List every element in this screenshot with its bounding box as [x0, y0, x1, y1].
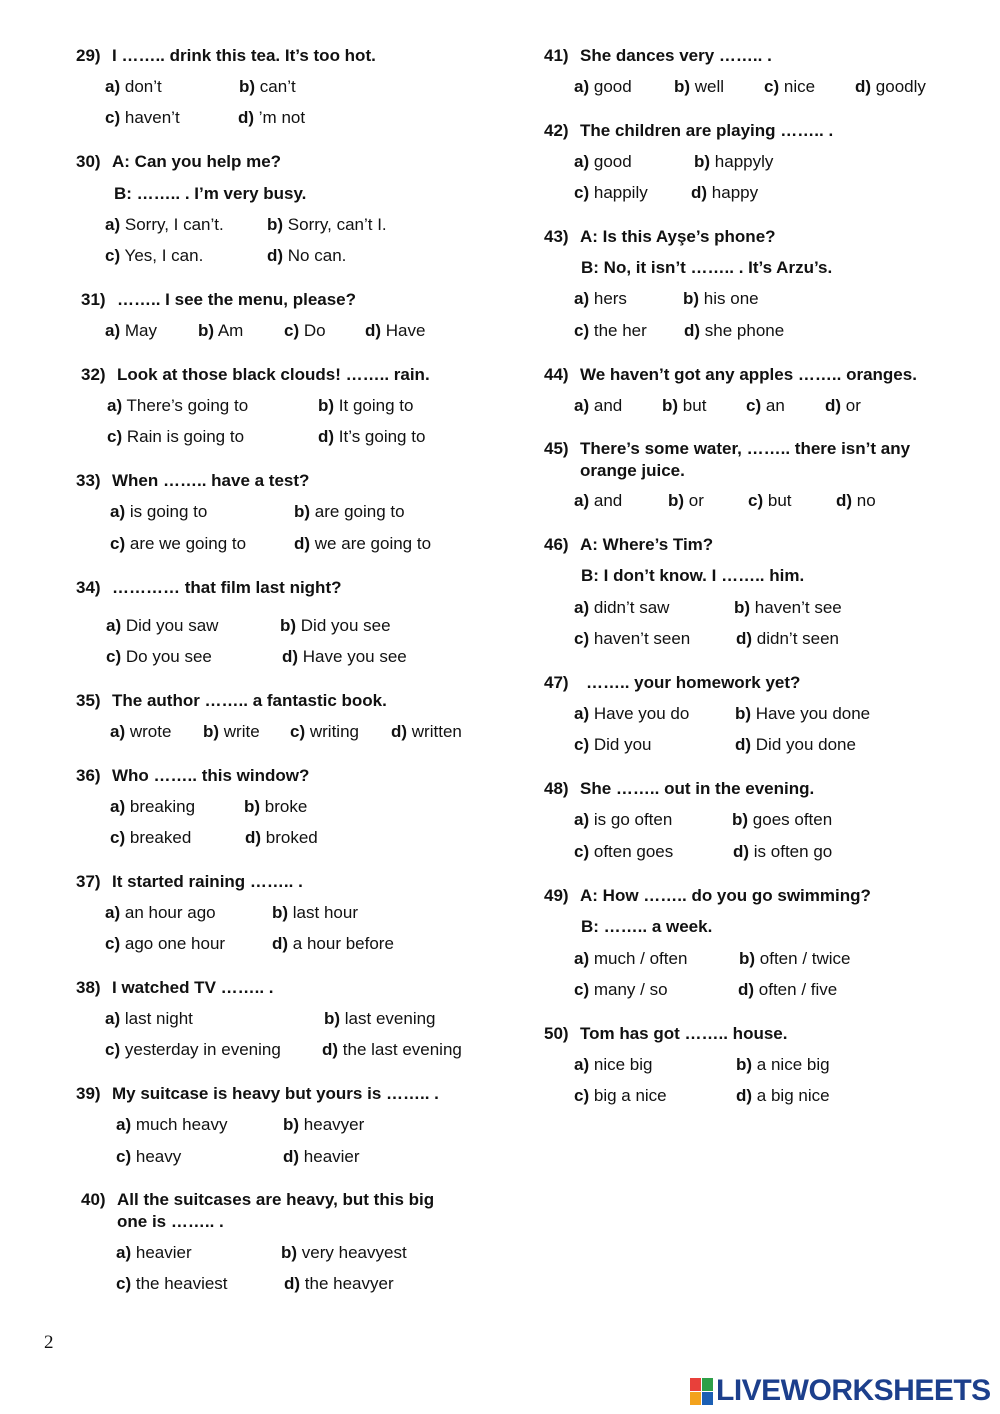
question-stem: A: How …….. do you go swimming?	[580, 886, 871, 905]
option-b[interactable]: b) well	[674, 77, 725, 96]
option-d[interactable]: d) a hour before	[272, 934, 394, 953]
question-stem: A: Where’s Tim?	[580, 535, 714, 554]
option-b[interactable]: b) It going to	[318, 396, 414, 415]
question-stem: We haven’t got any apples …….. oranges.	[580, 365, 917, 384]
option-a[interactable]: a) Sorry, I can’t.	[105, 215, 224, 234]
option-b[interactable]: b) happyly	[694, 152, 774, 171]
question-47	[544, 672, 964, 694]
option-b[interactable]: b) his one	[683, 289, 759, 308]
page-number: 2	[44, 1332, 54, 1353]
option-c[interactable]: c) haven’t	[105, 108, 180, 127]
option-a[interactable]: a) and	[574, 396, 623, 415]
option-d[interactable]: d) happy	[691, 183, 759, 202]
option-d[interactable]: d) goodly	[855, 77, 926, 96]
option-a[interactable]: a) hers	[574, 289, 627, 308]
question-number: 29)	[76, 46, 101, 65]
question-stem: A: Is this Ayşe’s phone?	[580, 227, 776, 246]
question-number: 33)	[76, 471, 101, 490]
option-d[interactable]: d) Have	[365, 321, 426, 340]
option-a[interactable]: a) wrote	[110, 722, 172, 741]
question-number: 36)	[76, 766, 101, 785]
option-c[interactable]: c) nice	[764, 77, 816, 96]
question-34	[76, 577, 496, 599]
option-b[interactable]: b) haven’t see	[734, 598, 842, 617]
option-c[interactable]: c) Rain is going to	[107, 427, 245, 446]
option-a[interactable]: a) nice big	[574, 1055, 653, 1074]
option-a[interactable]: a) Did you saw	[106, 616, 219, 635]
option-c[interactable]: c) Yes, I can.	[105, 246, 204, 265]
question-stem: I …….. drink this tea. It’s too hot.	[112, 46, 376, 65]
question-stem: She …….. out in the evening.	[580, 779, 815, 798]
question-49	[544, 885, 964, 907]
question-stem: A: Can you help me?	[112, 152, 282, 171]
question-number: 37)	[76, 872, 101, 891]
question-number: 50)	[544, 1024, 569, 1043]
dialogue-line-b: B: I don’t know. I …….. him.	[581, 566, 805, 585]
option-a[interactable]: a) good	[574, 152, 632, 171]
option-b[interactable]: b) can’t	[239, 77, 296, 96]
question-number: 39)	[76, 1084, 101, 1103]
question-stem: My suitcase is heavy but yours is …….. .	[112, 1084, 439, 1103]
option-c[interactable]: c) big a nice	[574, 1086, 667, 1105]
question-42	[544, 120, 964, 142]
logo-mark-icon	[690, 1378, 712, 1404]
option-a[interactable]: a) There’s going to	[107, 396, 249, 415]
option-b[interactable]: b) are going to	[294, 502, 405, 521]
question-stem: The author …….. a fantastic book.	[112, 691, 387, 710]
option-c[interactable]: c) the her	[574, 321, 647, 340]
option-d[interactable]: d) No can.	[267, 246, 347, 265]
question-stem: There’s some water, …….. there isn’t any orange juice.	[580, 439, 911, 480]
option-b[interactable]: b) Did you see	[280, 616, 391, 635]
option-c[interactable]: c) breaked	[110, 828, 192, 847]
question-number: 35)	[76, 691, 101, 710]
option-c[interactable]: c) but	[748, 491, 792, 510]
question-number: 48)	[544, 779, 569, 798]
option-c[interactable]: c) yesterday in evening	[105, 1040, 281, 1059]
question-stem: Look at those black clouds! …….. rain.	[117, 365, 430, 384]
option-a[interactable]: a) much / often	[574, 949, 688, 968]
option-a[interactable]: a) much heavy	[116, 1115, 228, 1134]
option-b[interactable]: b) write	[203, 722, 260, 741]
question-stem: Who …….. this window?	[112, 766, 310, 785]
option-c[interactable]: c) many / so	[574, 980, 668, 999]
option-b[interactable]: b) last hour	[272, 903, 358, 922]
option-b[interactable]: b) goes often	[732, 810, 833, 829]
option-a[interactable]: a) last night	[105, 1009, 193, 1028]
option-d[interactable]: d) It’s going to	[318, 427, 426, 446]
question-number: 38)	[76, 978, 101, 997]
question-stem: She dances very …….. .	[580, 46, 772, 65]
option-c[interactable]: c) Do	[284, 321, 326, 340]
question-39	[76, 1083, 496, 1105]
question-number: 42)	[544, 121, 569, 140]
option-a[interactable]: a) good	[574, 77, 632, 96]
question-stem: Tom has got …….. house.	[580, 1024, 788, 1043]
option-a[interactable]: a) is going to	[110, 502, 208, 521]
option-c[interactable]: c) ago one hour	[105, 934, 226, 953]
question-stem: The children are playing …….. .	[580, 121, 834, 140]
option-b[interactable]: b) Am	[198, 321, 244, 340]
logo-text: LIVEWORKSHEETS	[716, 1374, 991, 1407]
question-35	[76, 690, 496, 712]
option-c[interactable]: c) haven’t seen	[574, 629, 691, 648]
question-43	[544, 226, 964, 248]
logo-square-green	[702, 1378, 713, 1391]
liveworksheets-logo	[690, 1374, 991, 1408]
option-d[interactable]: d) often / five	[738, 980, 838, 999]
option-a[interactable]: a) don’t	[105, 77, 162, 96]
question-32	[81, 364, 501, 386]
option-a[interactable]: a) breaking	[110, 797, 196, 816]
question-31	[81, 289, 501, 311]
option-b[interactable]: b) heavyer	[283, 1115, 365, 1134]
question-number: 41)	[544, 46, 569, 65]
option-d[interactable]: d) didn’t seen	[736, 629, 840, 648]
option-a[interactable]: a) and	[574, 491, 623, 510]
option-c[interactable]: c) are we going to	[110, 534, 247, 553]
question-number: 32)	[81, 365, 106, 384]
logo-square-red	[690, 1378, 701, 1391]
option-b[interactable]: b) but	[662, 396, 707, 415]
question-44	[544, 364, 984, 386]
option-d[interactable]: d) the heavyer	[284, 1274, 394, 1293]
question-48	[544, 778, 964, 800]
dialogue-line-b: B: …….. . I’m very busy.	[114, 184, 307, 203]
question-number: 45)	[544, 439, 569, 458]
option-b[interactable]: b) Have you done	[735, 704, 871, 723]
option-d[interactable]: d) a big nice	[736, 1086, 830, 1105]
option-c[interactable]: c) heavy	[116, 1147, 182, 1166]
question-number: 31)	[81, 290, 106, 309]
logo-square-blue	[702, 1392, 713, 1405]
question-stem: …….. your homework yet?	[586, 673, 801, 692]
question-stem: It started raining …….. .	[112, 872, 303, 891]
option-a[interactable]: a) heavier	[116, 1243, 192, 1262]
option-b[interactable]: b) broke	[244, 797, 308, 816]
question-number: 40)	[81, 1190, 106, 1209]
option-d[interactable]: d) ’m not	[238, 108, 306, 127]
question-37	[76, 871, 496, 893]
question-number: 46)	[544, 535, 569, 554]
question-40	[81, 1189, 481, 1233]
option-d[interactable]: d) the last evening	[322, 1040, 462, 1059]
dialogue-line-b: B: No, it isn’t …….. . It’s Arzu’s.	[581, 258, 833, 277]
option-c[interactable]: c) Do you see	[106, 647, 212, 666]
option-a[interactable]: a) is go often	[574, 810, 673, 829]
option-d[interactable]: d) written	[391, 722, 462, 741]
question-33	[76, 470, 496, 492]
option-b[interactable]: b) a nice big	[736, 1055, 830, 1074]
option-b[interactable]: b) or	[668, 491, 704, 510]
option-d[interactable]: d) heavier	[283, 1147, 360, 1166]
question-number: 44)	[544, 365, 569, 384]
option-d[interactable]: d) Have you see	[282, 647, 407, 666]
option-c[interactable]: c) happily	[574, 183, 648, 202]
question-38	[76, 977, 496, 999]
option-d[interactable]: d) we are going to	[294, 534, 432, 553]
question-stem: …….. I see the menu, please?	[117, 290, 357, 309]
option-a[interactable]: a) an hour ago	[105, 903, 216, 922]
option-a[interactable]: a) May	[105, 321, 157, 340]
question-stem: All the suitcases are heavy, but this big one is …….. .	[117, 1190, 435, 1231]
question-50	[544, 1023, 964, 1045]
question-46	[544, 534, 964, 556]
option-c[interactable]: c) Did you	[574, 735, 652, 754]
question-stem: I watched TV …….. .	[112, 978, 274, 997]
logo-square-orange	[690, 1392, 701, 1405]
option-b[interactable]: b) very heavyest	[281, 1243, 407, 1262]
dialogue-line-b: B: …….. a week.	[581, 917, 713, 936]
option-d[interactable]: d) or	[825, 396, 861, 415]
option-a[interactable]: a) didn’t saw	[574, 598, 670, 617]
option-c[interactable]: c) often goes	[574, 842, 674, 861]
option-c[interactable]: c) writing	[290, 722, 359, 741]
option-a[interactable]: a) Have you do	[574, 704, 690, 723]
option-d[interactable]: d) is often go	[733, 842, 833, 861]
question-36	[76, 765, 496, 787]
option-d[interactable]: d) Did you done	[735, 735, 856, 754]
option-d[interactable]: d) no	[836, 491, 876, 510]
question-29	[76, 45, 496, 67]
question-41	[544, 45, 964, 67]
option-b[interactable]: b) often / twice	[739, 949, 851, 968]
option-c[interactable]: c) an	[746, 396, 785, 415]
question-number: 34)	[76, 578, 101, 597]
option-d[interactable]: d) broked	[245, 828, 318, 847]
option-d[interactable]: d) she phone	[684, 321, 785, 340]
question-number: 47)	[544, 673, 569, 692]
question-number: 49)	[544, 886, 569, 905]
question-stem: When …….. have a test?	[112, 471, 310, 490]
question-number: 30)	[76, 152, 101, 171]
option-b[interactable]: b) Sorry, can’t I.	[267, 215, 387, 234]
question-stem: ………… that film last night?	[112, 578, 342, 597]
question-45	[544, 438, 964, 482]
question-30	[76, 151, 496, 173]
question-number: 43)	[544, 227, 569, 246]
option-c[interactable]: c) the heaviest	[116, 1274, 228, 1293]
option-b[interactable]: b) last evening	[324, 1009, 436, 1028]
